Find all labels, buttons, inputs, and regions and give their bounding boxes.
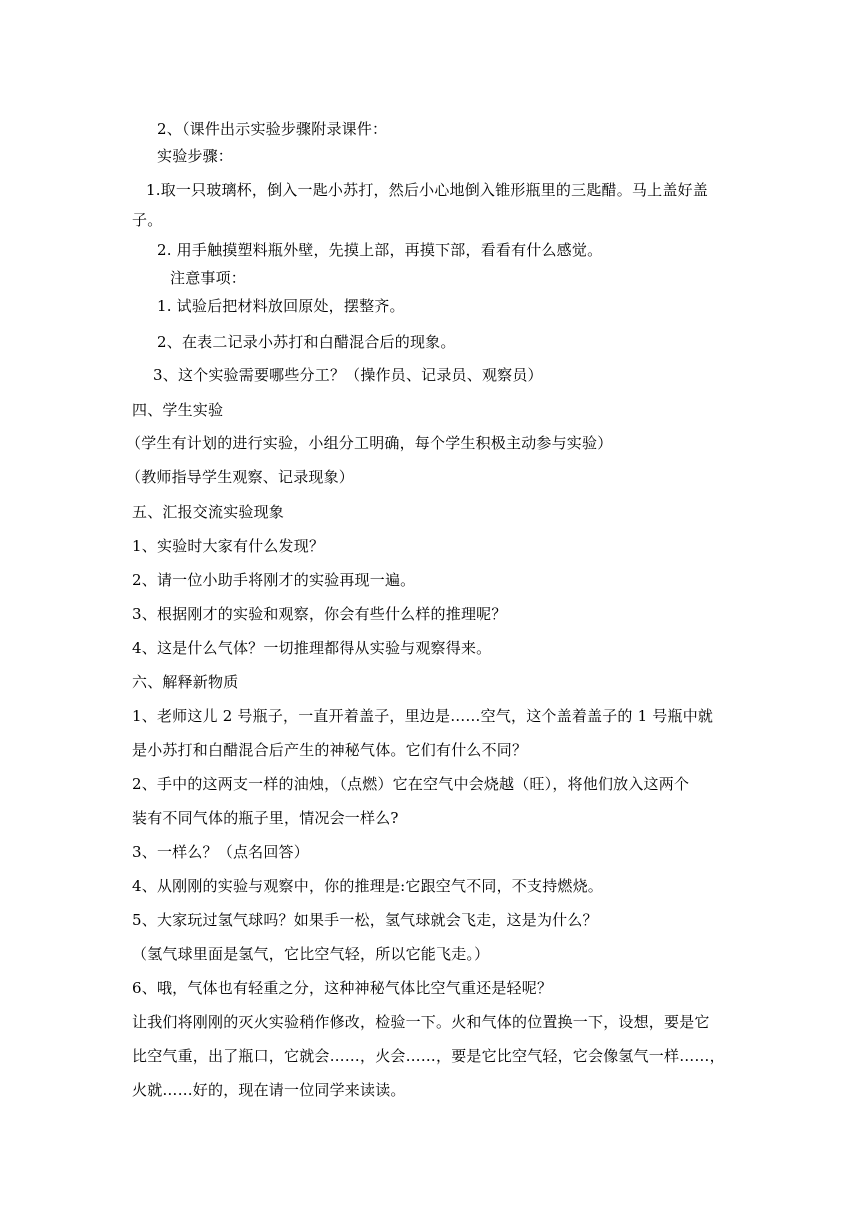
text-line: 6、哦，气体也有轻重之分，这种神秘气体比空气重还是轻呢？ — [132, 979, 553, 997]
text-line: 比空气重，出了瓶口，它就会……，火会……，要是它比空气轻，它会像氢气一样……， — [132, 1047, 725, 1065]
text-line: （教师指导学生观察、记录现象） — [126, 468, 355, 486]
text-line: 1、实验时大家有什么发现？ — [132, 537, 325, 555]
text-line: 子。 — [132, 211, 163, 229]
text-line: 4、这是什么气体？一切推理都得从实验与观察得来。 — [132, 639, 492, 657]
section-heading: 五、汇报交流实验现象 — [132, 503, 285, 521]
text-line: 3、这个实验需要哪些分工？（操作员、记录员、观察员） — [153, 366, 543, 384]
text-line: 2、在表二记录小苏打和白醋混合后的现象。 — [157, 333, 456, 351]
text-line: 2、（课件出示实验步骤附录课件： — [157, 120, 388, 138]
text-line: 5、大家玩过氢气球吗？如果手一松，氢气球就会飞走，这是为什么？ — [132, 911, 598, 929]
text-line: 实验步骤： — [157, 147, 234, 165]
section-heading: 四、学生实验 — [132, 401, 224, 419]
text-line: 2、请一位小助手将刚才的实验再现一遍。 — [132, 571, 416, 589]
text-line: 3、一样么？（点名回答） — [132, 843, 309, 861]
text-line: 注意事项： — [170, 269, 247, 287]
text-line: 1. 试验后把材料放回原处，摆整齐。 — [157, 297, 405, 315]
text-line: 3、根据刚才的实验和观察，你会有些什么样的推理呢？ — [132, 605, 507, 623]
text-line: 让我们将刚刚的灭火实验稍作修改，检验一下。火和气体的位置换一下，设想，要是它 — [132, 1013, 710, 1031]
text-line: 火就……好的，现在请一位同学来读读。 — [132, 1081, 406, 1099]
text-line: 是小苏打和白醋混合后产生的神秘气体。它们有什么不同？ — [132, 741, 528, 759]
text-line: 1.取一只玻璃杯，倒入一匙小苏打，然后小心地倒入锥形瓶里的三匙醋。马上盖好盖 — [146, 181, 708, 199]
text-line: （氢气球里面是氢气，它比空气轻，所以它能飞走。） — [132, 945, 490, 963]
section-heading: 六、解释新物质 — [132, 673, 239, 691]
text-line: （学生有计划的进行实验，小组分工明确，每个学生积极主动参与实验） — [126, 434, 613, 452]
text-line: 装有不同气体的瓶子里，情况会一样么? — [132, 809, 399, 827]
text-line: 1、老师这儿 2 号瓶子，一直开着盖子，里边是……空气，这个盖着盖子的 1 号瓶中就 — [132, 707, 714, 725]
text-line: 2. 用手触摸塑料瓶外壁，先摸上部，再摸下部，看看有什么感觉。 — [157, 241, 603, 259]
text-line: 4、从刚刚的实验与观察中，你的推理是:它跟空气不同，不支持燃烧。 — [132, 877, 604, 895]
text-line: 2、手中的这两支一样的油烛，（点燃）它在空气中会烧越（旺），将他们放入这两个 — [132, 775, 690, 793]
